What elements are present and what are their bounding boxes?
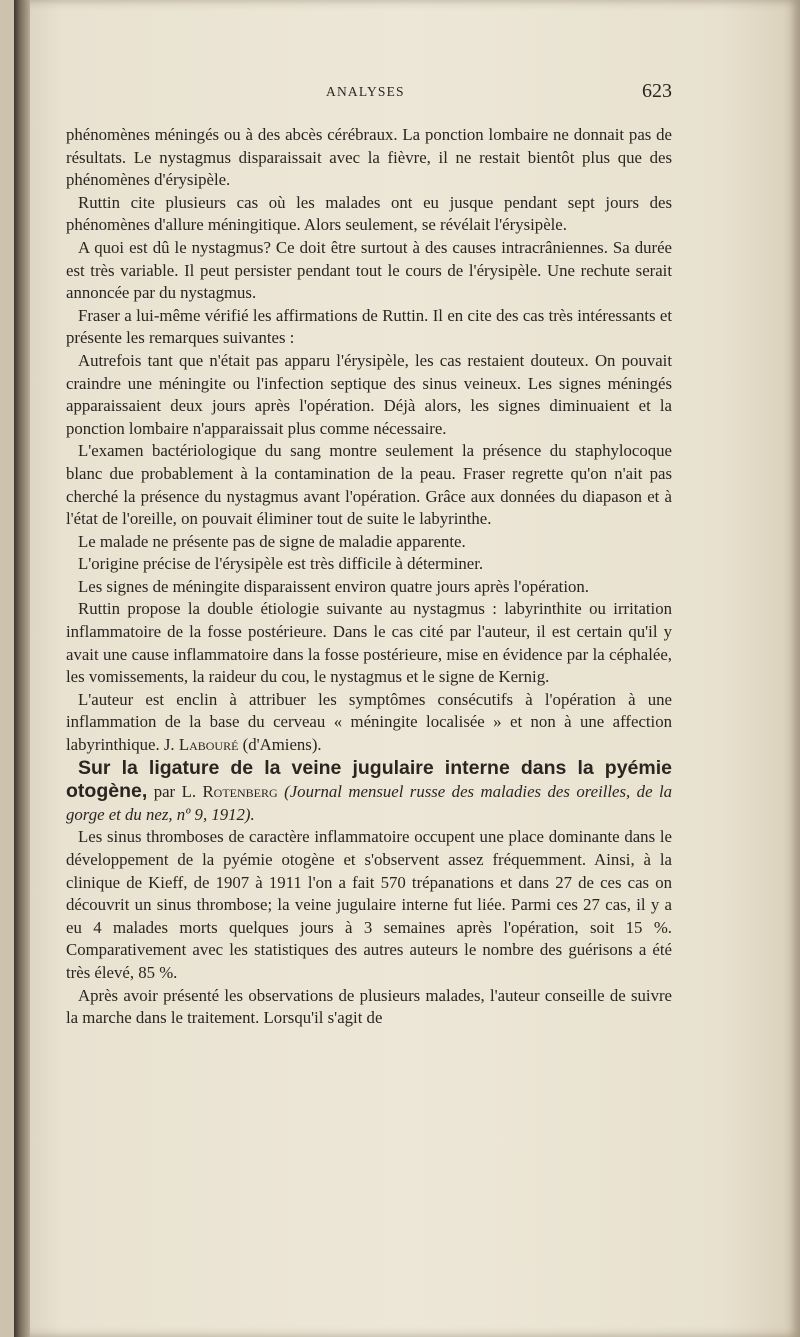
- page-header: [66, 80, 672, 108]
- paragraph: Le malade ne présente pas de signe de maladie apparente.: [78, 531, 466, 551]
- paragraph: Ruttin propose la double étiologie suivante au nystagmus : labyrinthite ou irritation inflammatoire de la fosse postérieure. Dans le cas cité par l'auteur, il est certain qu'il y avait une cause inflammatoire dans la fosse postérieure, mise en évidence par la céphalée, les vomissements, la raideur du cou, le nystagmus et le signe de Kernig.: [66, 599, 672, 687]
- book-page: [14, 0, 800, 1337]
- review-title: Sur la ligature de la veine jugulaire interne dans la pyémie otogène,: [66, 756, 672, 803]
- paragraph: Les sinus thromboses de caractère inflammatoire occupent une place dominante dans le développement de la pyémie otogène et s'observent assez fréquemment. Ainsi, à la clinique de Kieff, de 1907 à 1911 l'on a fait 570 trépanations et dans 27 de ces cas on découvrit un sinus thrombose; la veine jugulaire interne fut liée. Parmi ces 27 cas, il y a eu 4 malades morts quelques jours à 3 semaines après l'opération, soit 15 %. Comparativement avec les statistiques des autres auteurs le nombre des guérisons a été très élevé, 85 %.: [66, 827, 672, 982]
- paragraph-text: L'auteur est enclin à attribuer les symptômes consécutifs à l'opération à une inflammation de la base du cerveau « méningite localisée » et non à une affection labyrinthique.: [66, 689, 672, 755]
- running-title: ANALYSES: [326, 84, 405, 99]
- review-author: Rotenberg: [202, 782, 278, 802]
- paragraph: Après avoir présenté les observations de plusieurs malades, l'auteur conseille de suivre la marche dans le traitement. Lorsqu'il s'agit de: [66, 985, 672, 1028]
- review-heading: [66, 757, 672, 827]
- paragraph: phénomènes méningés ou à des abcès cérébraux. La ponction lombaire ne donnait pas de résultats. Le nystagmus disparaissait avec la fièvre, il ne restait bientôt plus que des phénomènes d'érysipèle.: [66, 125, 672, 190]
- paragraph: Les signes de méningite disparaissent environ quatre jours après l'opération.: [78, 576, 589, 596]
- paragraph: Ruttin cite plusieurs cas où les malades ont eu jusque pendant sept jours des phénomènes d'allure méningitique. Alors seulement, se révélait l'érysipèle.: [66, 192, 672, 235]
- page-number: 623: [642, 80, 672, 102]
- paragraph: L'examen bactériologique du sang montre seulement la présence du staphylocoque blanc due probablement à la contamination de la peau. Fraser regrette qu'on n'ait pas cherché la présence du nystagmus avant l'opération. Grâce aux données du diapason et à l'état de l'oreille, on pouvait éliminer tout de suite le labyrinthe.: [66, 441, 672, 529]
- paragraph: Fraser a lui-même vérifié les affirmations de Ruttin. Il en cite des cas très intéressants et présente les remarques suivantes :: [66, 305, 672, 348]
- paragraph: Autrefois tant que n'était pas apparu l'érysipèle, les cas restaient douteux. On pouvait craindre une méningite ou l'infection septique des sinus veineux. Les signes méningés apparaissaient deux jours après l'opération. Déjà alors, les signes diminuaient et la ponction lombaire n'apparaissait plus comme nécessaire.: [66, 350, 672, 438]
- review-source: (Journal mensuel russe des maladies des oreilles, de la gorge et du nez, nº 9, 1912).: [66, 782, 673, 824]
- paragraph: A quoi est dû le nystagmus? Ce doit être surtout à des causes intracrâniennes. Sa durée est très variable. Il peut persister pendant tout le cours de l'érysipèle. Une rechute serait annoncée par du nystagmus.: [66, 237, 672, 303]
- body-text: [66, 124, 672, 1030]
- signature-place: (d'Amiens).: [242, 735, 322, 755]
- review-by: par L.: [153, 782, 197, 802]
- signature-name: Labouré: [178, 735, 239, 755]
- paragraph: [66, 689, 672, 757]
- paragraph: L'origine précise de l'érysipèle est très difficile à déterminer.: [78, 554, 484, 574]
- page-binding-edge: [14, 0, 30, 1337]
- signature-initial: J.: [163, 735, 175, 755]
